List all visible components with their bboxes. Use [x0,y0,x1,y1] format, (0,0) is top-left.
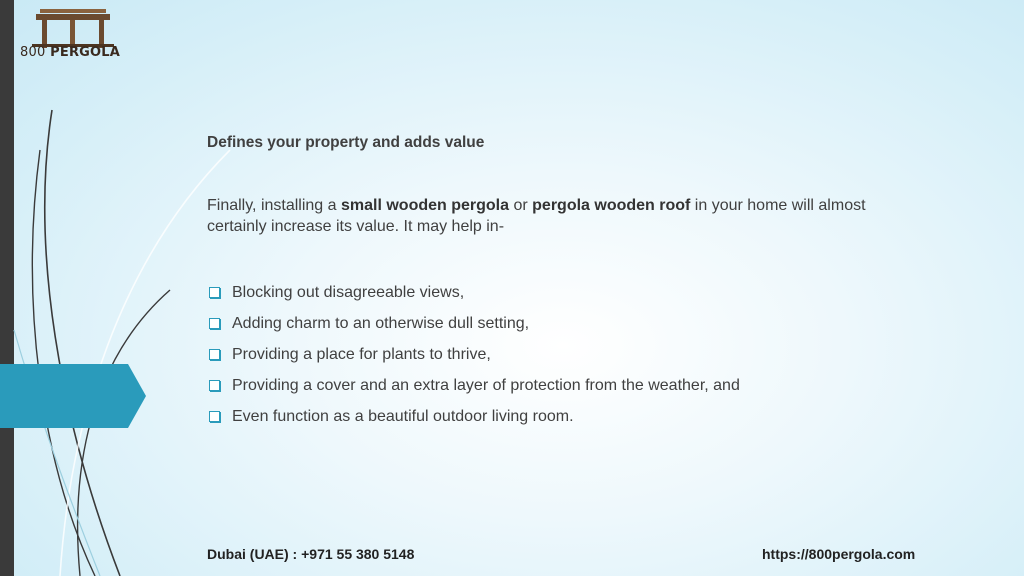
list-item-text: Even function as a beautiful outdoor living room. [232,407,574,425]
paragraph-bold-2: pergola wooden roof [532,197,691,214]
paragraph-text-3: in your home will almost certainly increase its value. It may help in- [207,197,866,235]
accent-arrow-tab [0,364,146,428]
checkbox-bullet-icon [209,318,220,329]
list-item-text: Blocking out disagreeable views, [232,283,465,301]
slide-heading: Defines your property and adds value [207,134,485,151]
footer-website-link[interactable]: https://800pergola.com [762,546,916,562]
paragraph-bold-1: small wooden pergola [340,197,510,214]
checkbox-bullet-icon [209,411,220,422]
list-item [207,370,927,401]
list-item [207,401,927,432]
checkbox-bullet-icon [209,380,220,391]
logo-name: PERGOLA [50,45,121,60]
list-item-text: Providing a cover and an extra layer of protection from the weather, and [232,376,740,394]
checkbox-bullet-icon [209,287,220,298]
benefits-list [207,277,927,432]
logo-wordmark [20,45,120,60]
checkbox-bullet-icon [209,349,220,360]
list-item-text: Adding charm to an otherwise dull setting, [232,314,530,332]
footer-contact: Dubai (UAE) : +971 55 380 5148 [207,546,415,562]
list-item [207,339,927,370]
paragraph-text-1: Finally, installing a [207,197,341,214]
list-item [207,277,927,308]
paragraph-text-2: or [509,197,533,214]
list-item-text: Providing a place for plants to thrive, [232,345,491,363]
logo-number: 800 [20,45,46,60]
list-item [207,308,927,339]
slide-content [207,134,927,432]
intro-paragraph [207,195,927,237]
